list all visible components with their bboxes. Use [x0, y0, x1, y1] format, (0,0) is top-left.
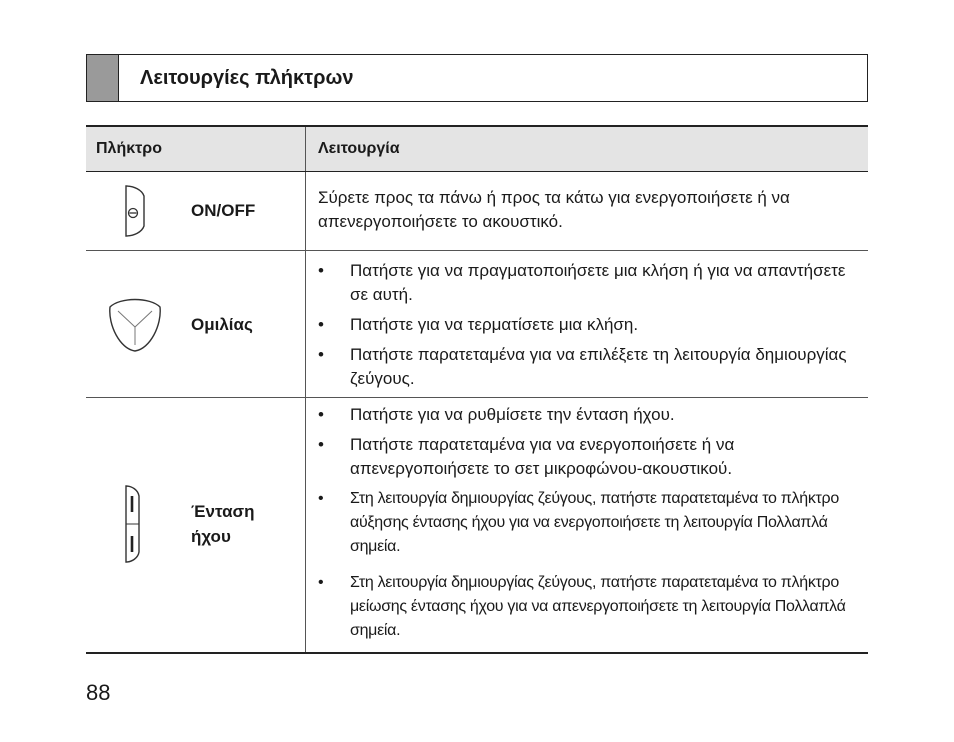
- list-item: • Πατήστε για να ρυθμίσετε την ένταση ήχου.: [318, 403, 862, 427]
- key-label-on-off: ON/OFF: [191, 201, 256, 220]
- key-cell: [86, 251, 306, 397]
- page-number: 88: [86, 680, 111, 705]
- power-slider-icon: [120, 182, 150, 240]
- key-label-volume: [191, 499, 255, 549]
- key-label-volume-line2: ήχου: [191, 527, 231, 546]
- list-item: • Πατήστε παρατεταμένα για να ενεργοποιήσετε ή να απενεργοποιήσετε το σετ μικροφώνου-ακουστικού.: [318, 433, 862, 481]
- key-cell: [86, 172, 306, 250]
- function-cell: [306, 251, 868, 397]
- function-cell: [306, 398, 868, 652]
- header-key: Πλήκτρο: [86, 127, 306, 171]
- section-header: [86, 54, 868, 102]
- list-item: • Πατήστε για να τερματίσετε μια κλήση.: [318, 313, 862, 337]
- list-item: • Στη λειτουργία δημιουργίας ζεύγους, πατήστε παρατεταμένα το πλήκτρο μείωσης έντασης ήχου για να απενεργοποιήσετε τη λειτουργία Πολλαπλά σημεία.: [318, 571, 862, 643]
- table-row: [86, 251, 868, 398]
- function-text: Σύρετε προς τα πάνω ή προς τα κάτω για ενεργοποιήσετε ή να απενεργοποιήσετε το ακουστικό.: [318, 188, 790, 231]
- talk-button-icon: [104, 295, 166, 357]
- key-label-volume-line1: Ένταση: [191, 502, 255, 521]
- function-cell: [306, 172, 868, 250]
- table-header: [86, 127, 868, 172]
- function-bullets: [318, 403, 862, 643]
- key-label-talk: Ομιλίας: [191, 315, 253, 334]
- volume-rocker-icon: [120, 482, 144, 566]
- section-title: Λειτουργίες πλήκτρων: [140, 66, 354, 89]
- list-item: • Πατήστε για να πραγματοποιήσετε μια κλήση ή για να απαντήσετε σε αυτή.: [318, 259, 862, 307]
- table-row: [86, 172, 868, 251]
- list-item: • Στη λειτουργία δημιουργίας ζεύγους, πατήστε παρατεταμένα το πλήκτρο αύξησης έντασης ήχου για να ενεργοποιήσετε τη λειτουργία Πολλαπλά σημεία.: [318, 487, 862, 559]
- key-cell: [86, 398, 306, 652]
- function-bullets: [318, 259, 862, 391]
- key-function-table: [86, 125, 868, 654]
- list-item: • Πατήστε παρατεταμένα για να επιλέξετε τη λειτουργία δημιουργίας ζεύγους.: [318, 343, 862, 391]
- section-tab-marker: [87, 55, 119, 101]
- header-function: Λειτουργία: [318, 140, 400, 157]
- table-row: [86, 398, 868, 652]
